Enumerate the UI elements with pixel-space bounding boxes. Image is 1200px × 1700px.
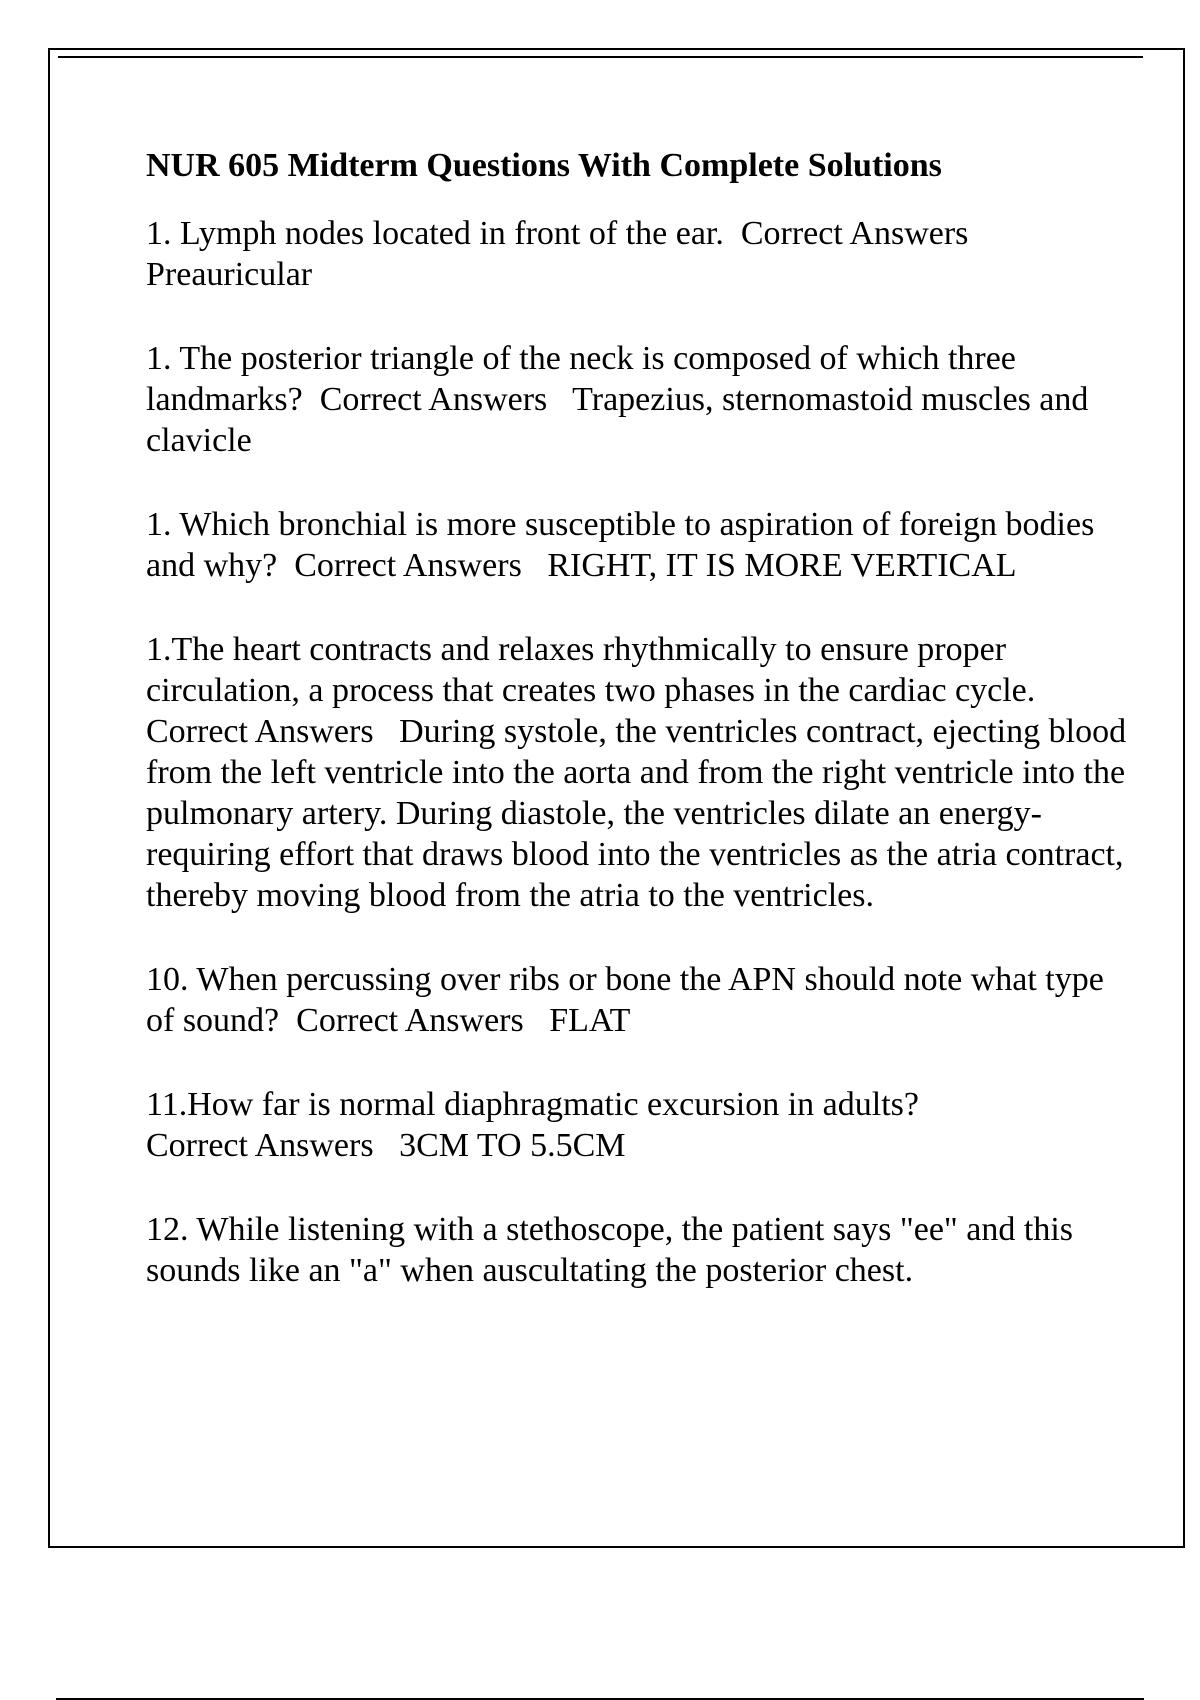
- top-rule: [58, 56, 1143, 58]
- answer-label: Correct Answers: [146, 1127, 374, 1164]
- answer-text: 3CM TO 5.5CM: [399, 1127, 626, 1164]
- answer-label: Correct Answers: [319, 381, 548, 418]
- answer-text: During systole, the ventricles contract, ejecting blood from the left ventricle into the aorta and from the right ventricle into the pulmonary artery. During diastole, the ventricles dilate an energy-requiring effort that draws blood into the ventricles as the atria contract, thereby moving blood from the atria to the ventricles.: [146, 713, 1135, 914]
- page-frame: [48, 48, 1185, 1548]
- question-text: 11.How far is normal diaphragmatic excursion in adults?: [146, 1086, 919, 1123]
- qa-item-4: [146, 629, 1136, 916]
- answer-label: Correct Answers: [296, 1002, 524, 1039]
- qa-item-2: [146, 338, 1136, 461]
- answer-text: Preauricular: [146, 256, 313, 293]
- question-text: 1.The heart contracts and relaxes rhythmically to ensure proper circulation, a process that creates two phases in the cardiac cycle.: [146, 631, 1036, 709]
- qa-item-5: [146, 959, 1136, 1041]
- answer-text: RIGHT, IT IS MORE VERTICAL: [547, 547, 1017, 584]
- qa-item-7: [146, 1209, 1136, 1291]
- answer-label: Correct Answers: [740, 215, 969, 252]
- question-text: 10. When percussing over ribs or bone the APN should note what type of sound?: [146, 961, 1113, 1039]
- question-text: 1. The posterior triangle of the neck is composed of which three landmarks?: [146, 340, 1025, 418]
- answer-label: Correct Answers: [146, 713, 374, 750]
- question-text: 12. While listening with a stethoscope, the patient says "ee" and this sounds like an "a" when auscultating the posterior chest.: [146, 1211, 1082, 1289]
- answer-text: Trapezius, sternomastoid muscles and clavicle: [146, 381, 1097, 459]
- qa-item-6: [146, 1084, 1136, 1166]
- answer-label: Correct Answers: [294, 547, 522, 584]
- document-content: [146, 146, 1136, 1334]
- qa-item-1: [146, 213, 1136, 295]
- qa-item-3: [146, 504, 1136, 586]
- document-title: NUR 605 Midterm Questions With Complete Solutions: [146, 147, 942, 184]
- question-text: 1. Which bronchial is more susceptible to aspiration of foreign bodies and why?: [146, 506, 1103, 584]
- answer-text: FLAT: [549, 1002, 631, 1039]
- question-text: 1. Lymph nodes located in front of the ear.: [146, 215, 724, 252]
